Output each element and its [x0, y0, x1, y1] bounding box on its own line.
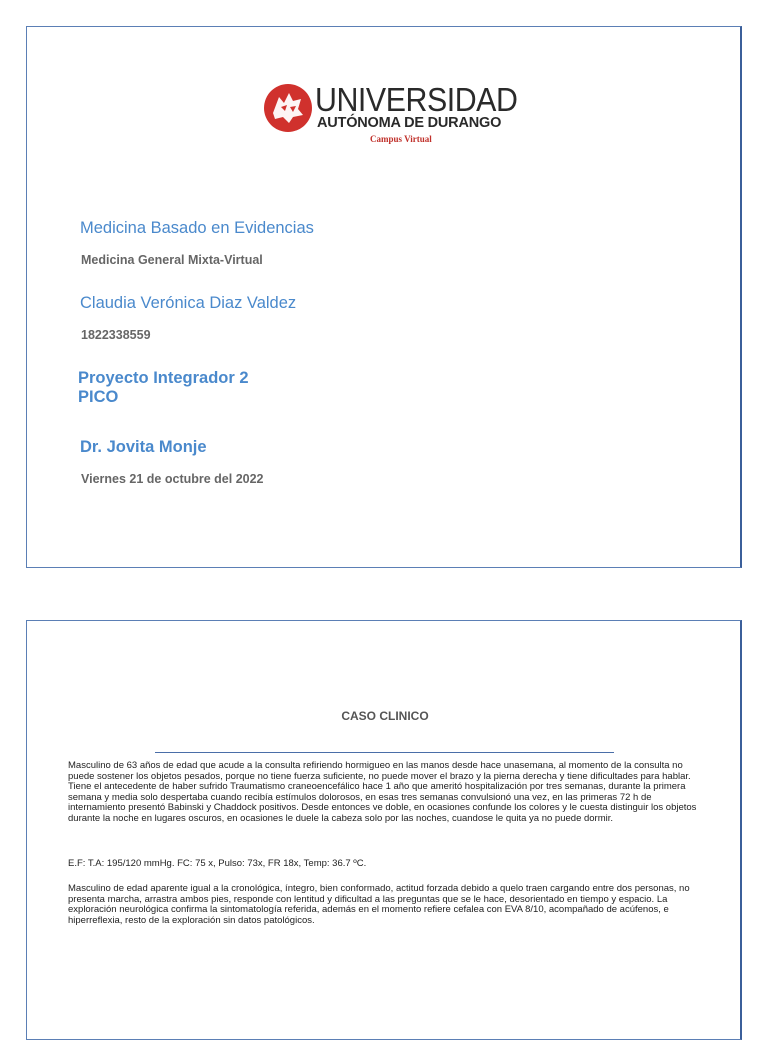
program-name: Medicina General Mixta-Virtual [81, 253, 263, 267]
logo-autonoma-text: AUTÓNOMA DE DURANGO [317, 115, 502, 131]
logo-university-text: UNIVERSIDAD [315, 81, 518, 118]
project-title [78, 369, 249, 407]
submission-date: Viernes 21 de octubre del 2022 [81, 472, 264, 486]
logo-campus-text: Campus Virtual [370, 134, 432, 144]
cover-page [26, 26, 742, 568]
project-line2: PICO [78, 388, 119, 406]
case-vitals: E.F: T.A: 195/120 mmHg. FC: 75 x, Pulso: 73x, FR 18x, Temp: 36.7 ºC. [68, 858, 367, 869]
project-line1: Proyecto Integrador 2 [78, 369, 249, 387]
course-title: Medicina Basado en Evidencias [80, 219, 314, 237]
title-divider [155, 752, 614, 753]
case-paragraph-history: Masculino de 63 años de edad que acude a la consulta refiriendo hormigueo en las manos desde hace unasemana, al momento de la consulta no puede sostener los objetos pesados, porque no tiene fuerza suficiente, no puede mover el brazo y la pierna derecha y tiene dificultades para hablar. Tiene el antecedente de haber sufrido Traumatismo craneoencefálico hace 1 año que ameritó hospitalización por tres semanas, durante la primera semana y media solo despertaba cuando recibía estímulos dolorosos, en esas tres semanas convulsionó una vez, en las primeras 72 h de internamiento presentó Babinski y Chaddock positivos. Desde entonces ve doble, en ocasiones confunde los colores y le cuesta distinguir los objetos durante la noche en lugares oscuros, en ocasiones le duele la cabeza solo por las noches, cuandose le quita ya no puede dormir. [68, 760, 697, 824]
wolf-emblem-icon [263, 83, 313, 133]
university-logo [263, 81, 518, 173]
case-title: CASO CLINICO [341, 709, 429, 723]
student-id: 1822338559 [81, 328, 151, 342]
case-page [26, 620, 742, 1040]
student-name: Claudia Verónica Diaz Valdez [80, 294, 297, 312]
teacher-name: Dr. Jovita Monje [80, 438, 207, 456]
case-paragraph-exam: Masculino de edad aparente igual a la cronológica, íntegro, bien conformado, actitud forzada debido a quelo traen cargando entre dos personas, no presenta marcha, arrastra ambos pies, responde con lentitud y dificultad a las preguntas que se le hace, desorientado en tiempo y espacio. La exploración neurológica confirma la sintomatología referida, además en el momento refiere cefalea con EVA 8/10, acompañado de acúfenos, e hiperreflexia, resto de la exploración sin datos patológicos. [68, 883, 690, 926]
